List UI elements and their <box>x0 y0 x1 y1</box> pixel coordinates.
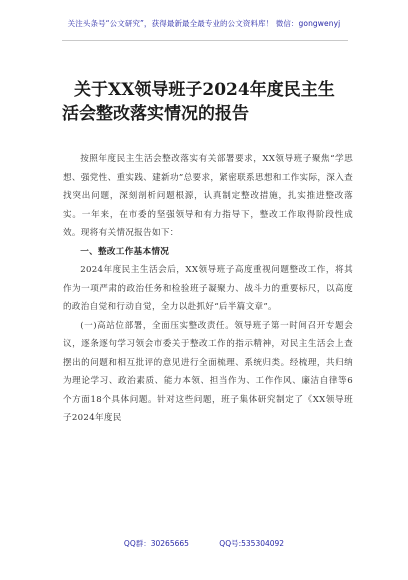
header-divider <box>62 40 348 41</box>
qq-number-label: QQ号:535304092 <box>219 539 285 548</box>
title-line-1: 关于XX领导班子2024年度民主生 <box>74 80 335 100</box>
promo-banner: 关注头条号“公文研究”，获得最新最全最专业的公文资料库！ 微信：gongwenyj <box>67 19 341 28</box>
title-line-2: 活会整改落实情况的报告 <box>62 104 249 124</box>
section-paragraph: 2024年度民主生活会后，XX领导班子高度重视问题整改工作，将其作为一项严肃的政治任务和检验班子凝聚力、战斗力的重要标尺，以高度的政治自觉和行动自觉，全力以赴抓好“后半篇文章”。 <box>63 265 353 312</box>
qq-group-label: QQ群：30265665 <box>123 539 189 548</box>
subsection-paragraph: (一)高站位部署，全面压实整改责任。领导班子第一时间召开专题会议，逐条逐句学习领会市委关于整改工作的指示精神，对民主生活会上查摆出的问题和相互批评的意见进行全面梳理、系统归类。经梳理，共归纳为理论学习、政治素质、能力本领、担当作为、工作作风、廉洁自律等6个方面18个具体问题。针对这些问题，班子集体研究制定了《XX领导班子2024年度民 <box>63 320 353 423</box>
section-heading: 一、整改工作基本情况 <box>80 246 170 257</box>
document-body <box>63 150 353 428</box>
document-title <box>62 78 362 126</box>
intro-paragraph: 按照年度民主生活会整改落实有关部署要求，XX领导班子聚焦“学思想、强党性、重实践、建新功”总要求，紧密联系思想和工作实际，深入查找突出问题，深刻剖析问题根源，认真制定整改措施，扎实推进整改落实。一年来，在市委的坚强领导和有力指导下，整改工作取得阶段性成效。现将有关情况报告如下： <box>63 154 353 238</box>
footer-contacts <box>0 538 408 549</box>
